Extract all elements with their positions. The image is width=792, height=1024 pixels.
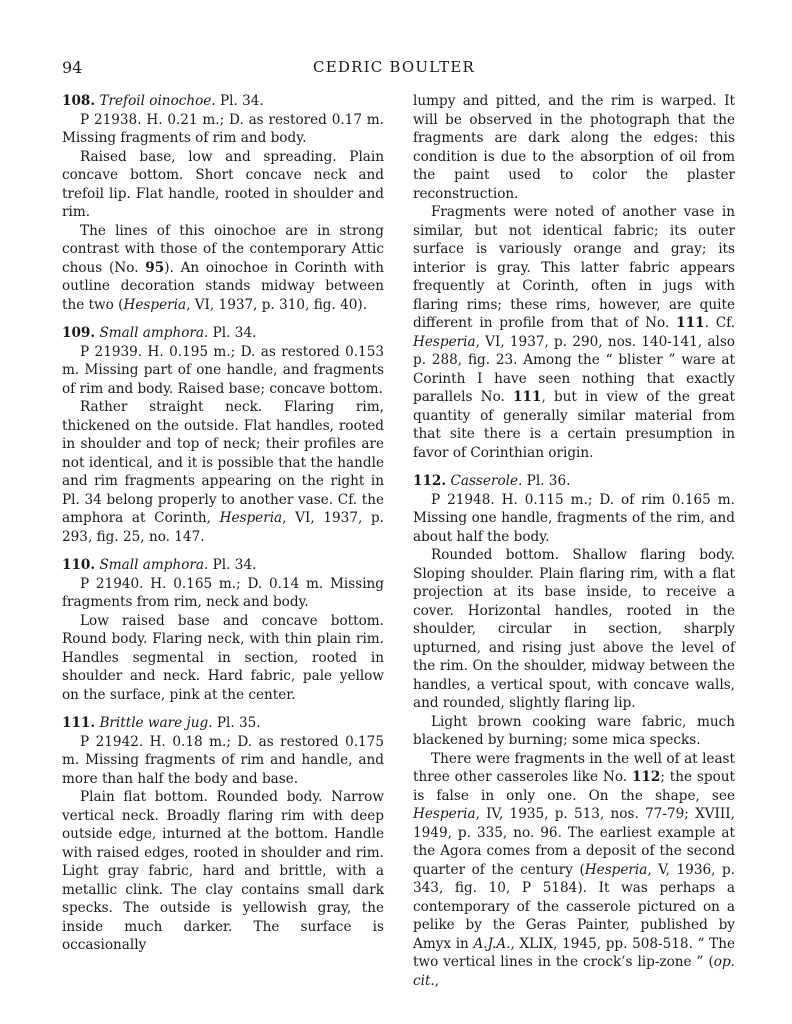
entry-number: 108.: [62, 93, 96, 109]
entry-paragraph: Rounded bottom. Shallow flaring body. Sloping shoulder. Plain flaring rim, with a flat projection at its base inside, to receive a cover. Horizontal handles, rooted in the shoulder, circular in section, sharply upturned, and rising just above the level of the rim. On the shoulder, midway between the handles, a vertical spout, with concave walls, and rounded, slightly flaring lip.: [413, 547, 735, 711]
entry-title: Small amphora.: [99, 557, 209, 573]
cross-reference: 112: [631, 769, 661, 785]
journal-title: Hesperia: [413, 806, 476, 822]
entry-paragraph: Fragments were noted of another vase in similar, but not identical fabric; its outer surface is variously orange and gray; its interior is gray. This latter fabric appears frequently at Corinth, often in jugs with flaring rims; these rims, however, are quite different in profile from that of No. 111. Cf. Hesperia, VI, 1937, p. 290, nos. 140-141, also p. 288, fig. 23. Among the “ blister ” ware at Corinth I have seen nothing that exactly parallels No. 111, but in view of the great quantity of generally similar material from that site there is a certain presumption in favor of Corinthian origin.: [413, 204, 735, 461]
entry-paragraph: Rather straight neck. Flaring rim, thickened on the outside. Flat handles, rooted in shoulder and top of neck; their profiles are not identical, and it is possible that the handle and rim fragments appearing on the right in Pl. 34 belong properly to another vase. Cf. the amphora at Corinth, Hesperia, VI, 1937, p. 293, fig. 25, no. 147.: [62, 399, 384, 545]
cross-reference: 95: [145, 259, 165, 276]
journal-title: Hesperia: [413, 333, 476, 350]
entry-title: Brittle ware jug.: [99, 715, 213, 731]
entry-title: Casserole.: [450, 473, 523, 489]
left-column: [62, 92, 384, 955]
cross-reference: 111: [676, 315, 705, 331]
entry-number: 112.: [413, 473, 447, 489]
entry-plate: Pl. 36.: [526, 473, 571, 489]
entry-paragraph: Light brown cooking ware fabric, much blackened by burning; some mica specks.: [413, 713, 735, 748]
running-head: CEDRIC BOULTER: [313, 58, 475, 76]
entry-plate: Pl. 34.: [220, 93, 264, 109]
journal-title: A.J.A.: [473, 935, 511, 952]
journal-title: Hesperia: [219, 510, 283, 526]
entry-paragraph: P 21948. H. 0.115 m.; D. of rim 0.165 m. Missing one handle, fragments of the rim, and about half the body.: [413, 491, 735, 545]
entry-paragraph: P 21942. H. 0.18 m.; D. as restored 0.175 m. Missing fragments of rim and handle, and more than half the body and base.: [62, 733, 384, 787]
entry-paragraph: There were fragments in the well of at least three other casseroles like No. 112; the spout is false in only one. On the shape, see Hesperia, IV, 1935, p. 513, nos. 77-79; XVIII, 1949, p. 335, no. 96. The earliest example at the Agora comes from a deposit of the second quarter of the century (Hesperia, V, 1936, p. 343, fig. 10, P 5184). It was perhaps a contemporary of the casserole pictured on a pelike by the Geras Painter, published by Amyx in A.J.A., XLIX, 1945, pp. 508-518. “ The two vertical lines in the crock’s lip-zone ” (op. cit.,: [413, 750, 735, 989]
entry-heading: [62, 556, 384, 575]
entry-title: Trefoil oinochoe.: [99, 93, 216, 109]
page-header: [62, 58, 726, 82]
journal-title: Hesperia: [584, 861, 648, 878]
entry-plate: Pl. 35.: [216, 715, 261, 731]
entry-paragraph-continued: lumpy and pitted, and the rim is warped. It will be observed in the photograph that the fragments are dark along the edges: this condition is due to the absorption of oil from the paint used to color the plaster reconstruction.: [413, 93, 735, 202]
entry-paragraph: Raised base, low and spreading. Plain concave bottom. Short concave neck and trefoil lip. Flat handle, rooted in shoulder and rim.: [62, 148, 384, 220]
right-column: [413, 92, 735, 990]
entry-title: Small amphora.: [99, 325, 209, 341]
cross-reference: 111: [513, 389, 542, 405]
entry-heading: [62, 324, 384, 343]
page-number: 94: [62, 58, 83, 77]
entry-paragraph: Low raised base and concave bottom. Round body. Flaring neck, with thin plain rim. Handles segmental in section, rooted in shoulder and neck. Hard fabric, pale yellow on the surface, pink at the center.: [62, 612, 384, 703]
entry-paragraph: P 21939. H. 0.195 m.; D. as restored 0.153 m. Missing part of one handle, and fragments of rim and body. Raised base; concave bottom.: [62, 343, 384, 397]
entry-number: 110.: [62, 557, 96, 573]
entry-paragraph: Plain flat bottom. Rounded body. Narrow vertical neck. Broadly flaring rim with deep outside edge, inturned at the bottom. Handle with raised edges, rooted in shoulder and rim. Light gray fabric, hard and brittle, with a metallic clink. The clay contains small dark specks. The outside is yellowish gray, the inside much darker. The surface is occasionally: [62, 789, 384, 953]
entry-heading: [413, 472, 735, 491]
journal-title: Hesperia: [123, 296, 187, 313]
entry-plate: Pl. 34.: [212, 325, 257, 341]
entry-paragraph: The lines of this oinochoe are in strong contrast with those of the contemporary Attic chous (No. 95). An oinochoe in Corinth with outline decoration stands midway between the two (Hesperia, VI, 1937, p. 310, fig. 40).: [62, 222, 384, 313]
entry-plate: Pl. 34.: [212, 557, 257, 573]
entry-heading: [62, 92, 384, 111]
entry-paragraph: P 21938. H. 0.21 m.; D. as restored 0.17 m. Missing fragments of rim and body.: [62, 111, 384, 146]
entry-paragraph: P 21940. H. 0.165 m.; D. 0.14 m. Missing fragments from rim, neck and body.: [62, 575, 384, 610]
citation-abbrev: op. cit.: [413, 954, 735, 989]
entry-heading: [62, 714, 384, 733]
entry-number: 109.: [62, 325, 96, 341]
entry-number: 111.: [62, 715, 96, 731]
